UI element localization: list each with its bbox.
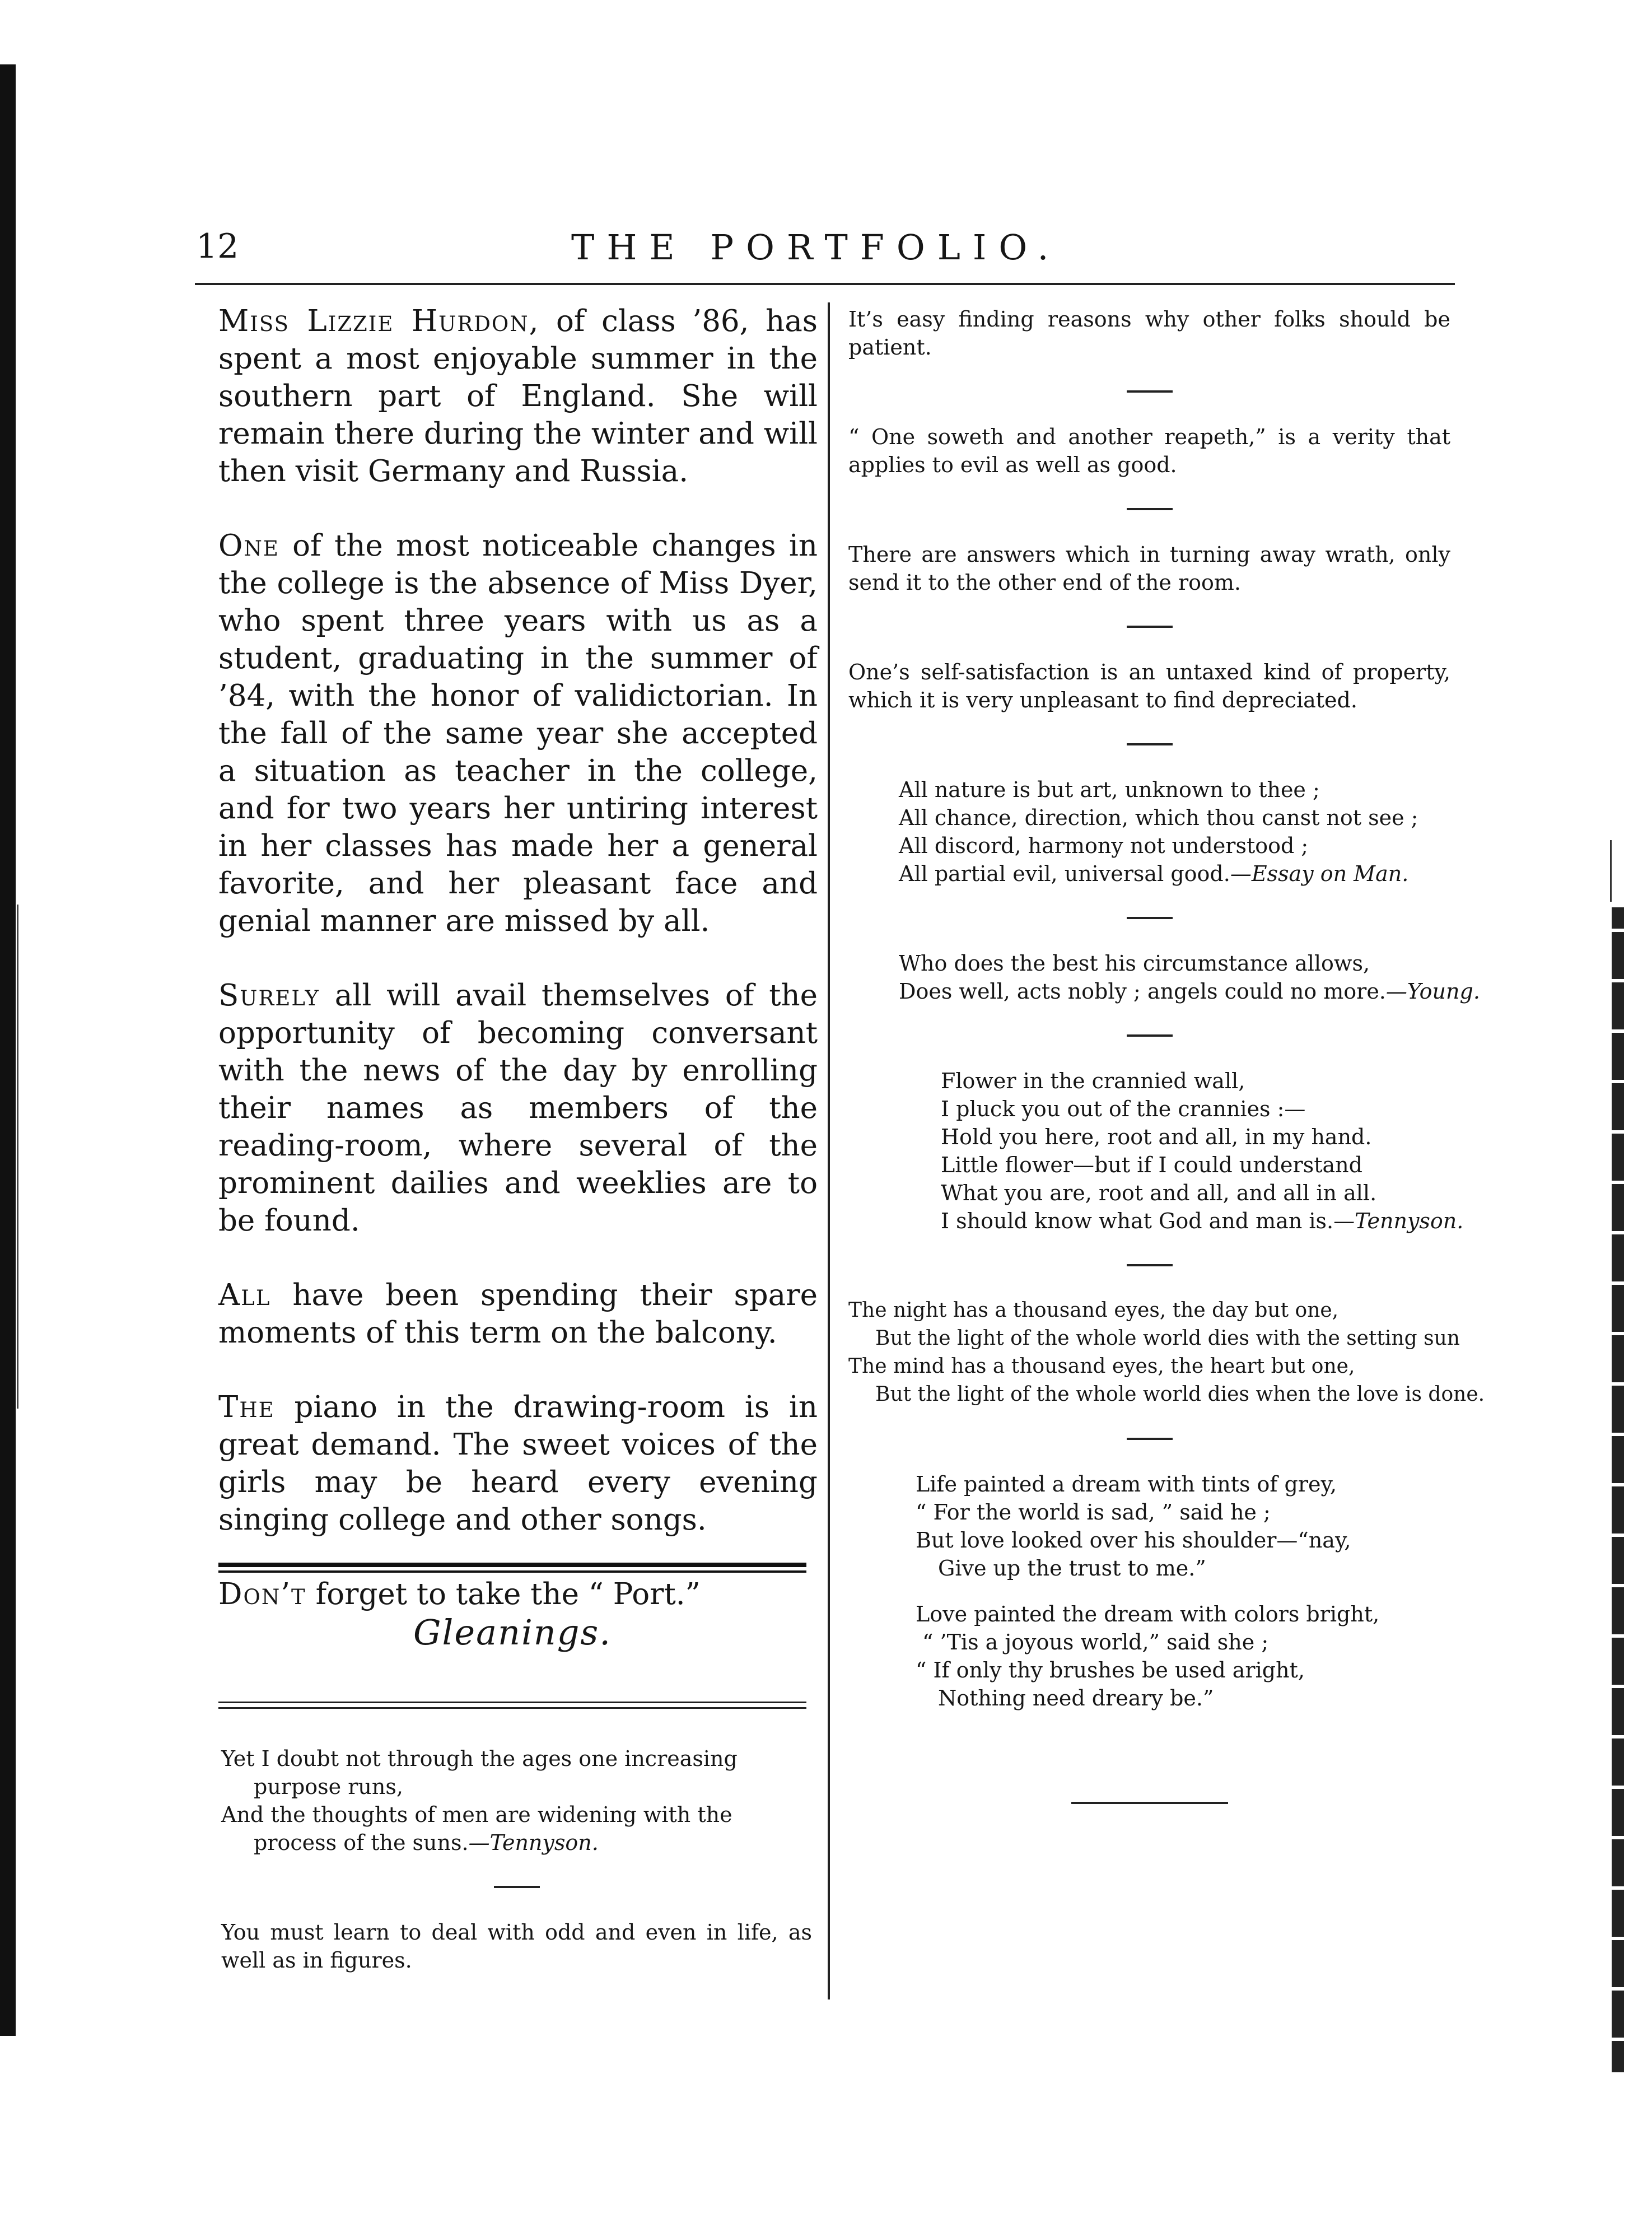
- gleaning-item: One’s self-satisfaction is an untaxed kind of property, which it is very unpleasant to find depreciated.: [848, 660, 1450, 712]
- verse-line: Life painted a dream with tints of grey,: [916, 1472, 1337, 1497]
- section-title: Gleanings.: [413, 1612, 612, 1653]
- separator: [1127, 917, 1173, 919]
- quote-young: [848, 949, 1480, 1005]
- gleaning-item: “ One soweth and another reapeth,” is a verity that applies to evil as well as good.: [848, 425, 1450, 477]
- verse-line: Who does the best his circumstance allows,: [899, 951, 1370, 976]
- news-item: [218, 977, 818, 1239]
- verse-text: Does well, acts nobly ; angels could no more.: [899, 979, 1386, 1004]
- verse-line: “ ’Tis a joyous world,” said she ;: [922, 1630, 1269, 1654]
- item-text: have been spending their spare moments of this term on the balcony.: [218, 1278, 818, 1350]
- verse-line: [899, 977, 1480, 1005]
- verse-line: All nature is but art, unknown to thee ;: [899, 777, 1320, 802]
- separator: [1127, 390, 1173, 393]
- end-rule: [1071, 1802, 1228, 1804]
- verse-line: I pluck you out of the crannies :—: [941, 1097, 1306, 1121]
- verse-line: But love looked over his shoulder—“nay,: [916, 1528, 1351, 1553]
- verse-line: But the light of the whole world dies with the setting sun: [875, 1327, 1460, 1350]
- verse-text: I should know what God and man is.: [941, 1209, 1334, 1233]
- item-lead: Surely: [218, 978, 320, 1013]
- verse-line: The night has a thousand eyes, the day but one,: [848, 1299, 1339, 1322]
- page-number: 12: [196, 227, 239, 266]
- item-text: forget to take the “ Port.”: [306, 1577, 701, 1611]
- item-lead: Miss Lizzie Hurdon,: [218, 304, 540, 338]
- verse-line: But the light of the whole world dies when the love is done.: [875, 1383, 1485, 1406]
- verse-text: All partial evil, universal good.: [899, 861, 1230, 886]
- item-text: of class ’86, has spent a most enjoyable summer in the southern part of England. She will remain there during the winter and will then visit Germany and Russia.: [218, 304, 818, 488]
- separator: [1127, 1034, 1173, 1037]
- verse-line: Flower in the crannied wall,: [941, 1069, 1245, 1093]
- item-lead: All: [218, 1278, 271, 1312]
- verse-line: What you are, root and all, and all in all.: [941, 1181, 1377, 1205]
- verse-line: Yet I doubt not through the ages one increasing purpose runs,: [221, 1746, 738, 1799]
- quote-flower: [848, 1067, 1464, 1235]
- separator: [1127, 1264, 1173, 1266]
- quote-night: [848, 1297, 1485, 1409]
- scan-edge-right: [1612, 907, 1624, 2072]
- verse-line: All discord, harmony not understood ;: [899, 833, 1309, 858]
- verse-line: “ If only thy brushes be used aright,: [916, 1658, 1305, 1682]
- right-column: [848, 305, 1485, 1804]
- verse-line: [221, 1801, 812, 1857]
- item-lead: One: [218, 529, 279, 563]
- news-item: [218, 1388, 818, 1539]
- item-lead: The: [218, 1390, 275, 1424]
- quote-life-dream: [848, 1470, 1450, 1582]
- item-text: piano in the drawing-room is in great demand. The sweet voices of the girls may be heard every evening singing college and other songs.: [218, 1390, 818, 1537]
- item-text: all will avail themselves of the opportunity of becoming conversant with the news of the day by enrolling their names as members of the reading-room, where several of the prominent dailies and weeklies are to be found.: [218, 978, 818, 1238]
- verse-line: The mind has a thousand eyes, the heart but one,: [848, 1355, 1355, 1378]
- separator: [1127, 508, 1173, 510]
- separator: [494, 1886, 540, 1888]
- quote-tennyson: [221, 1745, 812, 1857]
- news-item: [218, 1576, 818, 1613]
- verse-line: [899, 860, 1450, 888]
- quote-essay-on-man: [848, 776, 1450, 888]
- gleanings-left: [221, 1745, 812, 1974]
- separator: [1127, 626, 1173, 628]
- verse-line: All chance, direction, which thou canst not see ;: [899, 805, 1418, 830]
- item-text: of the most noticeable changes in the college is the absence of Miss Dyer, who spent three years with us as a student, graduating in the summer of ’84, with the honor of validictorian. In the fall of the same year she accepted a situation as teacher in the college, and for two years her untiring interest in her classes has made her a general favorite, and her pleasant face and genial manner are missed by all.: [218, 529, 818, 938]
- attribution: —Tennyson.: [468, 1830, 599, 1855]
- section-double-rule: [218, 1563, 806, 1573]
- scan-edge-left: [0, 64, 16, 2036]
- item-lead: Don’t: [218, 1577, 306, 1611]
- separator: [1127, 743, 1173, 745]
- page-title: THE PORTFOLIO.: [571, 227, 1061, 268]
- news-item: [218, 527, 818, 940]
- verse-line: Hold you here, root and all, in my hand.: [941, 1125, 1372, 1149]
- verse-line: Love painted the dream with colors bright,: [916, 1602, 1380, 1626]
- scan-mark: [1610, 840, 1612, 902]
- verse-line: Little flower—but if I could understand: [941, 1153, 1362, 1177]
- quote-love-dream: [848, 1600, 1450, 1712]
- news-item: [218, 1276, 818, 1351]
- attribution: —Essay on Man.: [1230, 861, 1409, 886]
- verse-line: Give up the trust to me.”: [938, 1556, 1206, 1581]
- separator: [1127, 1438, 1173, 1440]
- verse-line: “ For the world is sad, ” said he ;: [916, 1500, 1271, 1525]
- header-rule: [195, 283, 1455, 285]
- left-column: [218, 302, 818, 1650]
- attribution: —Tennyson.: [1333, 1209, 1464, 1233]
- news-item: [218, 302, 818, 490]
- gleaning-item: It’s easy finding reasons why other folks should be patient.: [848, 307, 1450, 360]
- attribution: —Young.: [1385, 979, 1480, 1004]
- gleaning-item: You must learn to deal with odd and even in life, as well as in figures.: [221, 1920, 812, 1973]
- section-rule: [218, 1702, 806, 1709]
- verse-line: [941, 1207, 1464, 1235]
- verse-line: Nothing need dreary be.”: [938, 1686, 1214, 1710]
- gleaning-item: There are answers which in turning away wrath, only send it to the other end of the room.: [848, 542, 1450, 595]
- verse-text: And the thoughts of men are widening with the process of the suns.: [221, 1802, 732, 1855]
- column-divider: [828, 302, 830, 1999]
